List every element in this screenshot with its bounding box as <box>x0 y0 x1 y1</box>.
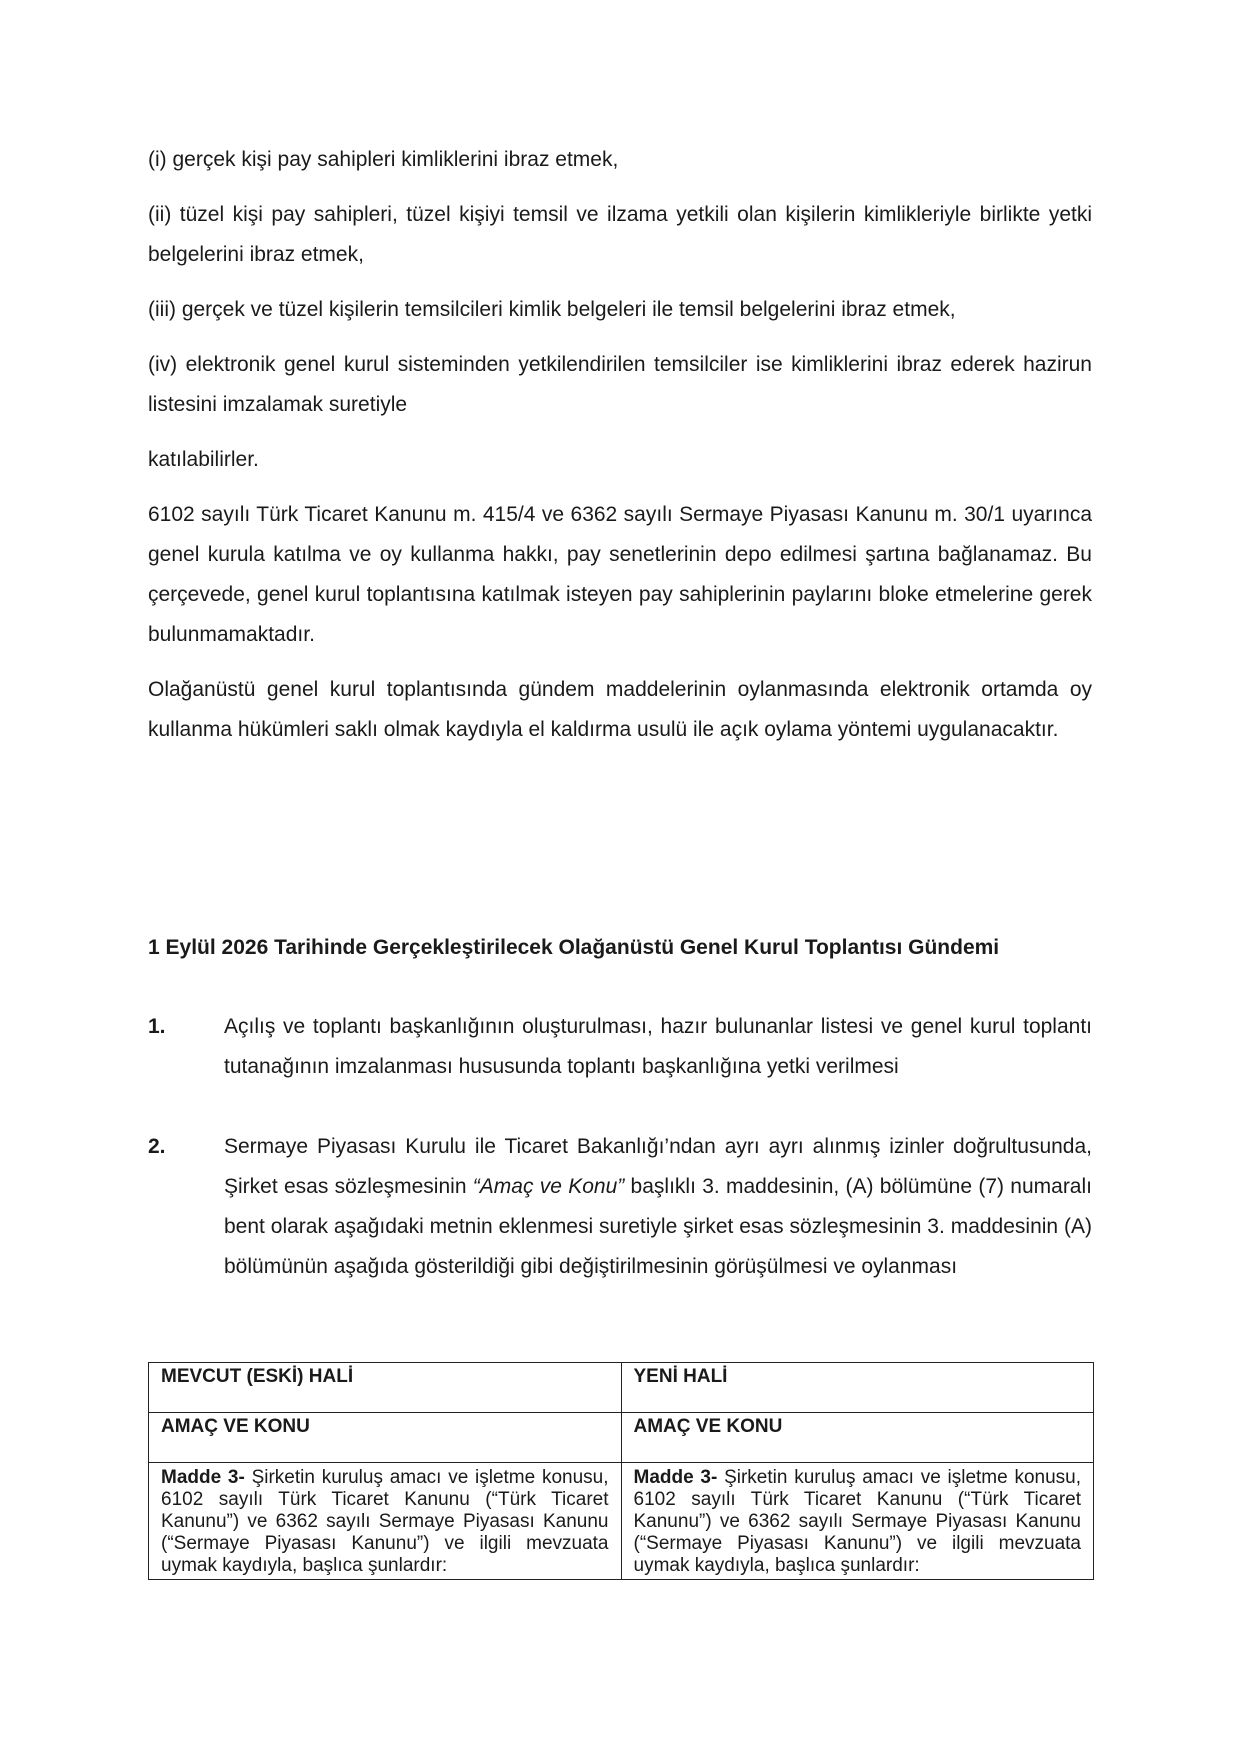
amendment-comparison-table <box>148 1362 1094 1580</box>
table-row <box>149 1413 1094 1463</box>
paragraph-item-ii: (ii) tüzel kişi pay sahipleri, tüzel kişiyi temsil ve ilzama yetkili olan kişilerin kimlikleriyle birlikte yetki belgelerini ibraz etmek, <box>148 203 1092 266</box>
agenda-item-text-part: Sermaye Piyasası Kurulu ile Ticaret Bakanlığı’ndan ayrı ayrı alınmış izinler doğrultusunda, Şirket esas sözleşmesinin <box>224 1135 1092 1198</box>
agenda-item-text <box>224 1127 1092 1287</box>
paragraph-participation: katılabilirler. <box>148 448 259 471</box>
table-header-new: YENİ HALİ <box>621 1363 1094 1413</box>
agenda-item-text: Açılış ve toplantı başkanlığının oluşturulması, hazır bulunanlar listesi ve genel kurul toplantı tutanağının imzalanması hususunda toplantı başkanlığına yetki verilmesi <box>224 1015 1092 1078</box>
body-text <box>148 140 1092 750</box>
agenda-item-1 <box>148 1007 1092 1087</box>
agenda-item-number: 2. <box>148 1135 166 1158</box>
agenda-item-text-part: başlıklı 3. maddesinin, (A) bölümüne (7) numaralı bent olarak aşağıdaki metnin eklenmesi suretiyle şirket esas sözleşmesinin 3. maddesinin (A) bölümünün aşağıda gösterildiği gibi değiştirilmesinin görüşülmesi ve oylanması <box>224 1175 1092 1278</box>
article-label: Madde 3- <box>633 1467 718 1488</box>
table-subheader-old: AMAÇ VE KONU <box>149 1413 622 1463</box>
article-text: Şirketin kuruluş amacı ve işletme konusu, 6102 sayılı Türk Ticaret Kanunu (“Türk Ticaret Kanunu”) ve 6362 sayılı Sermaye Piyasası Kanunu (“Sermaye Piyasası Kanunu”) ve ilgili mevzuata uymak kaydıyla, başlıca şunlardır: <box>633 1467 1081 1576</box>
paragraph-voting-method: Olağanüstü genel kurul toplantısında gündem maddelerinin oylanmasında elektronik ortamda oy kullanma hükümleri saklı olmak kaydıyla el kaldırma usulü ile açık oylama yöntemi uygulanacaktır. <box>148 678 1092 741</box>
article-text: Şirketin kuruluş amacı ve işletme konusu, 6102 sayılı Türk Ticaret Kanunu (“Türk Ticaret Kanunu”) ve 6362 sayılı Sermaye Piyasası Kanunu (“Sermaye Piyasası Kanunu”) ve ilgili mevzuata uymak kaydıyla, başlıca şunlardır: <box>161 1467 609 1576</box>
table-cell-new-article <box>621 1463 1094 1580</box>
table-row <box>149 1363 1094 1413</box>
paragraph-item-iv: (iv) elektronik genel kurul sisteminden yetkilendirilen temsilciler ise kimliklerini ibraz ederek hazirun listesini imzalamak suretiyle <box>148 353 1092 416</box>
table-cell-old-article <box>149 1463 622 1580</box>
table-header-old: MEVCUT (ESKİ) HALİ <box>149 1363 622 1413</box>
article-label: Madde 3- <box>161 1467 245 1488</box>
paragraph-item-iii: (iii) gerçek ve tüzel kişilerin temsilcileri kimlik belgeleri ile temsil belgelerini ibraz etmek, <box>148 298 956 321</box>
table-subheader-new: AMAÇ VE KONU <box>621 1413 1094 1463</box>
agenda-item-quoted-title: “Amaç ve Konu” <box>472 1175 625 1198</box>
agenda-item-2 <box>148 1127 1092 1287</box>
agenda-item-number: 1. <box>148 1015 166 1038</box>
paragraph-item-i: (i) gerçek kişi pay sahipleri kimliklerini ibraz etmek, <box>148 148 619 171</box>
agenda-heading: 1 Eylül 2026 Tarihinde Gerçekleştirilecek Olağanüstü Genel Kurul Toplantısı Gündemi <box>148 936 1000 959</box>
paragraph-legal-basis: 6102 sayılı Türk Ticaret Kanunu m. 415/4 ve 6362 sayılı Sermaye Piyasası Kanunu m. 30/1 uyarınca genel kurula katılma ve oy kullanma hakkı, pay senetlerinin depo edilmesi şartına bağlanamaz. Bu çerçevede, genel kurul toplantısına katılmak isteyen pay sahiplerinin paylarını bloke etmelerine gerek bulunmamaktadır. <box>148 503 1092 646</box>
table-row <box>149 1463 1094 1580</box>
